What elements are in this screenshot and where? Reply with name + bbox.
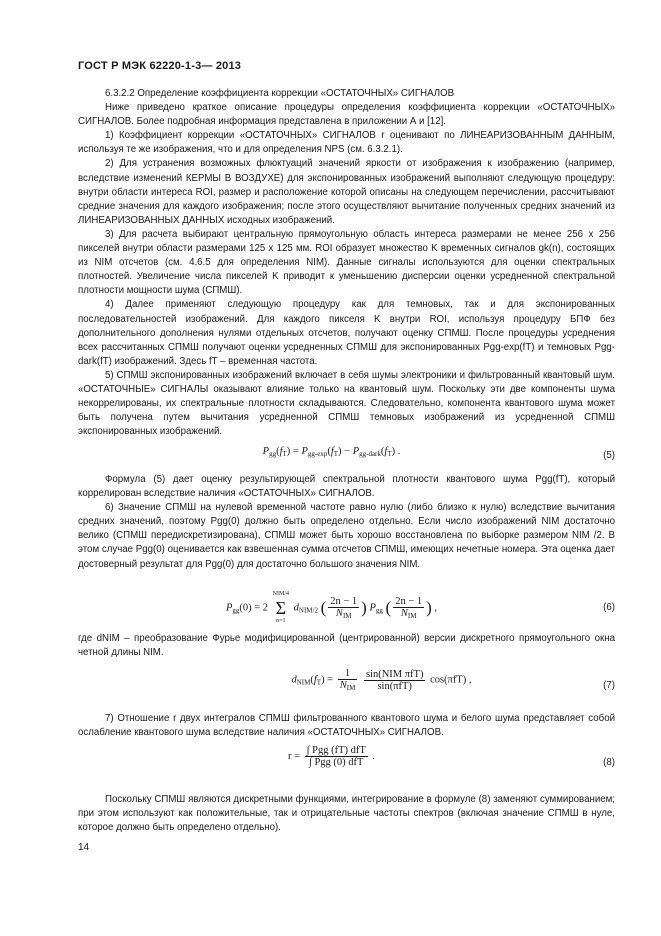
formula-number: (7) [603, 680, 615, 691]
text-block-1 [78, 87, 615, 439]
paragraph: 7) Отношение r двух интегралов СПМШ фильтрованного квантового шума и белого шума представляет собой ослабление квантового шума вследствие наличия «ОСТАТОЧНЫХ» СИГНАЛОВ. [78, 713, 615, 739]
paragraph: где dNIM – преобразование Фурье модифицированной (центрированной) версии дискретного прямоугольного окна четной длины NIM. [78, 633, 615, 659]
paragraph: 1) Коэффициент коррекции «ОСТАТОЧНЫХ» СИГНАЛОВ r оценивают по ЛИНЕАРИЗОВАННЫМ ДАННЫМ, используя те же изображения, что и для определения NPS (см. 6.3.2.1). [78, 130, 615, 156]
text-block-4 [78, 712, 615, 740]
formula-number: (8) [603, 757, 615, 768]
paragraph: 3) Для расчета выбирают центральную прямоугольную область интереса размерами не менее 256 x 256 пикселей внутри области размерами 125 x 125 мм. ROI образует множество K временных сигналов gk(n), состоящих из NIM отсчетов (см. 4.6.5 для определения NIM). Данные сигналы используются для оценки спектральных плотностей. Увеличение числа пикселей K приводит к уменьшению дисперсии оценки усредненной спектральной плотности мощности шума (СПМШ). [78, 228, 615, 297]
paragraph: Формула (5) дает оценку результирующей спектральной плотности квантового шума Pgg(fT), который коррелирован вследствие наличия «ОСТАТОЧНЫХ» СИГНАЛОВ. [78, 474, 615, 500]
page-number: 14 [78, 842, 90, 853]
text-block-3 [78, 632, 615, 660]
formula-number: (6) [603, 602, 615, 613]
paragraph: 6.3.2.2 Определение коэффициента коррекции «ОСТАТОЧНЫХ» СИГНАЛОВ [105, 88, 455, 99]
text-block-5 [78, 793, 615, 835]
text-block-2 [78, 473, 615, 572]
paragraph: 6) Значение СПМШ на нулевой временной частоте равно нулю (либо близко к нулю) вследствие вычитания средних значений, поэтому Pgg(0) должно быть определено отдельно. Если число изображений NIM достаточно велико (СПМШ передискретизирована), СПМШ может быть хорошо восстановлена по выборке размером NIM /2. В этом случае Pgg(0) оценивается как взвешенная сумма отсчетов СПМШ, имеющих нечетные номера. Эта оценка дает достоверный результат для Pgg(0) для достаточно большого значения NIM. [78, 502, 615, 570]
document-header: ГОСТ Р МЭК 62220-1-3— 2013 [78, 60, 242, 72]
paragraph: Ниже приведено краткое описание процедуры определения коэффициента коррекции «ОСТАТОЧНЫХ» СИГНАЛОВ. Более подробная информация представлена в приложении А и [12]. [78, 102, 615, 128]
formula-number: (5) [603, 450, 615, 461]
formula-7: $d_{NIM}(f_T)$ = $\frac{1}{N_{IM}}$ $\frac{\text{sin(NIM πfT)}}{\text{sin(πfT)}}$ cos(πfT) , (7) [291, 668, 615, 692]
paragraph: 4) Далее применяют следующую процедуру как для темновых, так и для экспонированных последовательностей изображений. Для каждого пикселя K внутри ROI, используя процедуру БПФ без дополнительного дополнения нулями отдельных отсчетов, получают оценку СПМШ. После процедуры усреднения всех рассчитанных СПМШ получают оценки усредненных СПМШ для экспонированных Pgg-exp(fT) и темновых Pgg-dark(fT) изображений. Здесь fT – временная частота. [78, 299, 615, 367]
formula-8: r = $\frac{\text{∫ Pgg (fT) dfT}}{\text{∫ Pgg (0) dfT}}$ . (8) [287, 745, 615, 768]
formula-6: $P_{gg}(0) = 2$ NIM/4 Σ n=1 $d_{NIM/2}$ ( $\frac{2n - 1}{N_{IM}}$ ) $P_{gg}$ ( $\frac{2n - 1}{N_{IM}}$ ) , (6) [225, 591, 615, 624]
formula-5: $P_{gg}(f_T) = P_{gg-exp}(f_T) - P_{gg-dark}(f_T)$ . (5) [262, 446, 615, 461]
paragraph: 2) Для устранения возможных флюктуаций значений яркости от изображения к изображению (например, вследствие изменений КЕРМЫ В ВОЗДУХЕ) для экспонированных изображений выполняют следующую процедуру: внутри области интереса ROI, размер и расположение которой описаны на следующем перечислении, рассчитывают средние значения для каждого изображения; после этого осуществляют вычитание полученных средних значений из ЛИНЕАРИЗОВАННЫХ ДАННЫХ исходных изображений. [78, 158, 615, 226]
paragraph: 5) СПМШ экспонированных изображений включает в себя шумы электроники и фильтрованный квантовый шум. «ОСТАТОЧНЫЕ» СИГНАЛЫ оказывают влияние только на квантовый шум. Поскольку эти две компоненты шума некоррелированы, их спектральные плотности складываются. Следовательно, компонента квантового шума может быть получена путем вычитания усредненной СПМШ темновых изображений из усредненной СПМШ экспонированных изображений. [78, 369, 615, 438]
paragraph: Поскольку СПМШ являются дискретными функциями, интегрирование в формуле (8) заменяют суммированием; при этом используют как положительные, так и отрицательные частоты спектров (включая значение СПМШ в нуле, которое должно быть определено отдельно). [78, 794, 615, 834]
